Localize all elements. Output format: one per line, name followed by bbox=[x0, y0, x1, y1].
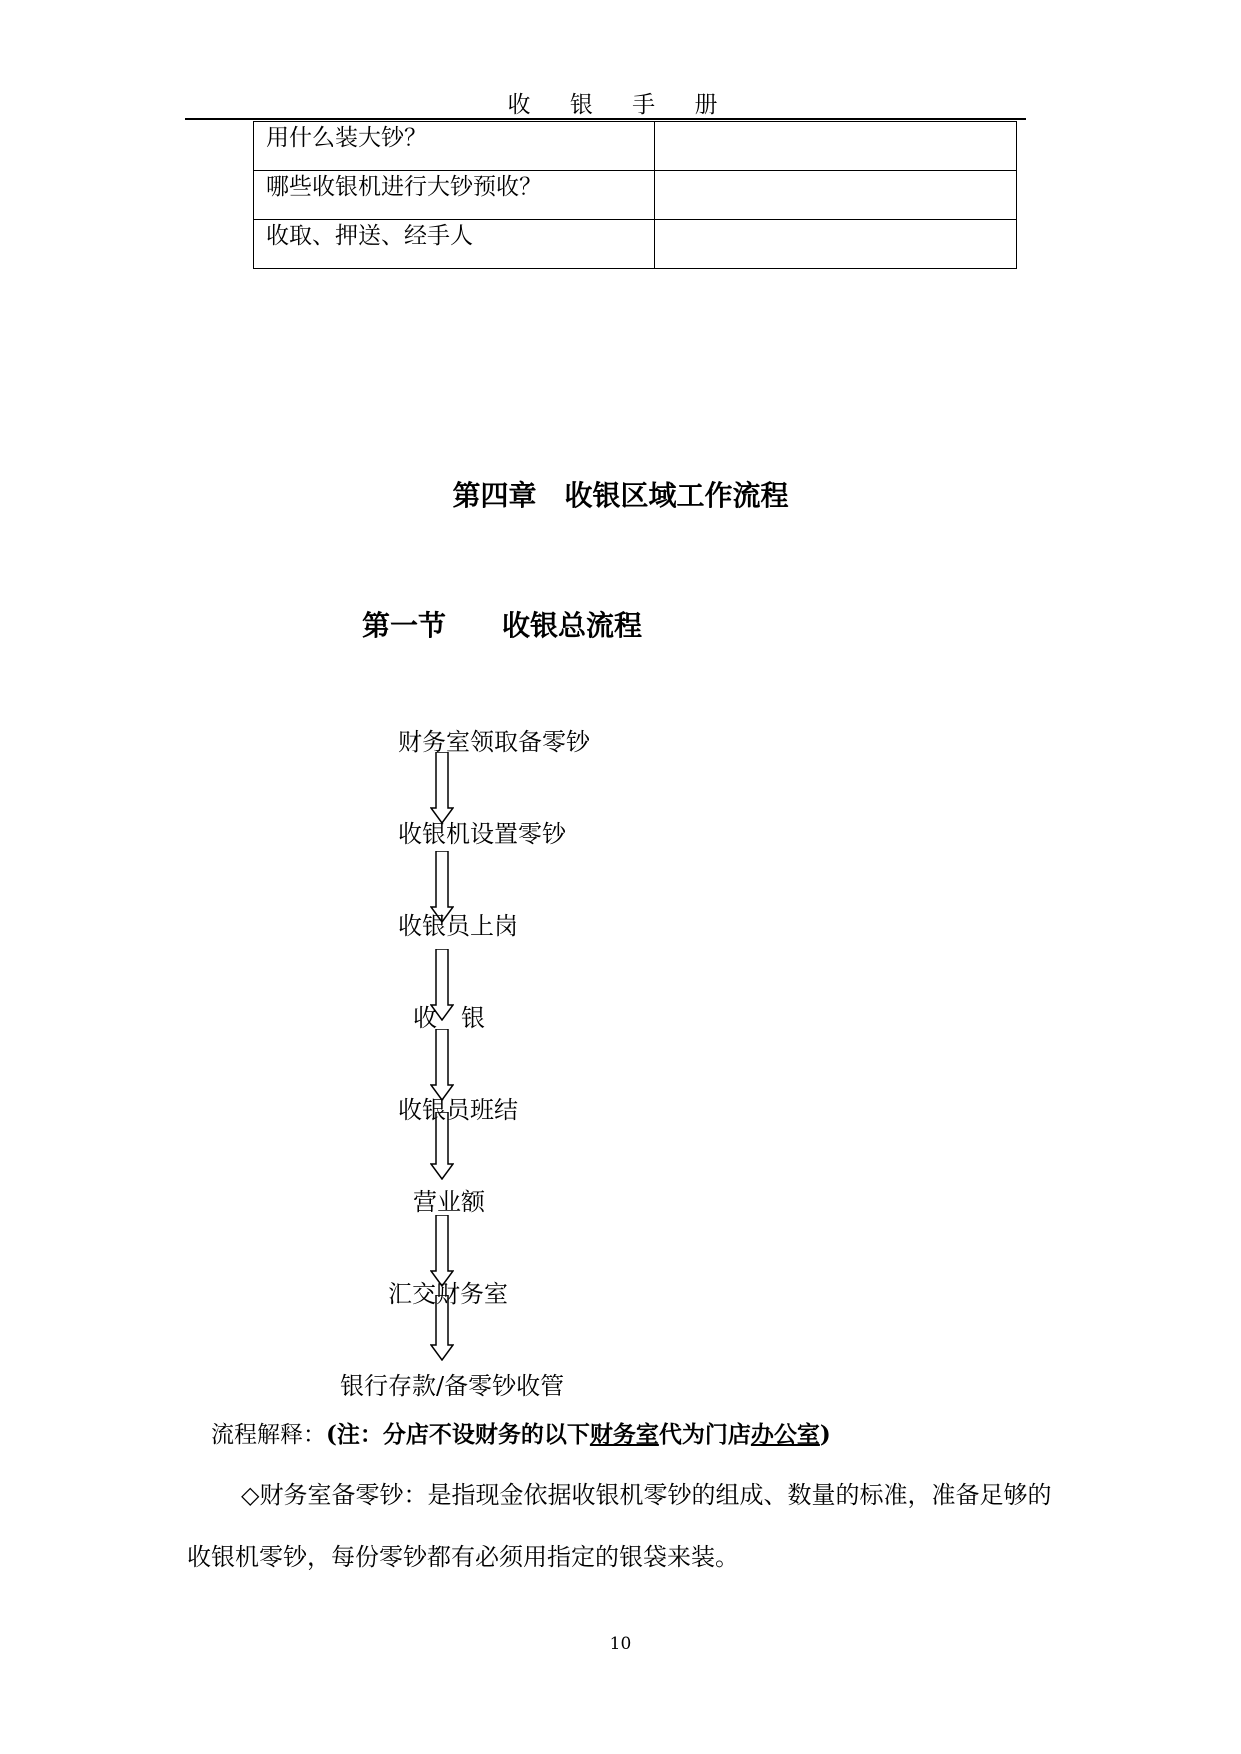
table-cell-answer bbox=[654, 122, 1016, 171]
flow-step: 收 银 bbox=[413, 1004, 485, 1032]
table-cell-answer bbox=[654, 220, 1016, 269]
note-text: 代为门店 bbox=[658, 1421, 751, 1448]
flow-step: 收银机设置零钞 bbox=[398, 820, 566, 848]
header-title: 收 银 手 册 bbox=[507, 92, 734, 118]
flow-explanation bbox=[211, 1416, 831, 1449]
down-arrow-icon bbox=[430, 1112, 454, 1180]
table-cell-answer bbox=[654, 171, 1016, 220]
flow-step: 营业额 bbox=[413, 1188, 485, 1216]
header-rule bbox=[185, 118, 1026, 120]
flow-step: 收银员班结 bbox=[398, 1096, 518, 1124]
flow-step: 汇交财务室 bbox=[388, 1280, 508, 1308]
table-row bbox=[254, 220, 1017, 269]
note-underlined-term: 财务室 bbox=[589, 1421, 659, 1448]
down-arrow-icon bbox=[430, 1295, 454, 1361]
flow-step: 收银员上岗 bbox=[398, 912, 518, 940]
flow-step: 财务室领取备零钞 bbox=[398, 728, 590, 756]
explanation-label: 流程解释： bbox=[211, 1422, 326, 1448]
table-cell-question: 收取、押送、经手人 bbox=[254, 220, 655, 269]
chapter-title: 第四章 收银区域工作流程 bbox=[452, 479, 789, 512]
page-number: 10 bbox=[609, 1634, 632, 1654]
note-text: (注：分店不设财务的以下 bbox=[326, 1421, 590, 1448]
table-row bbox=[254, 122, 1017, 171]
checklist-table bbox=[253, 121, 1017, 269]
table-cell-question: 用什么装大钞？ bbox=[254, 122, 655, 171]
section-title: 第一节 收银总流程 bbox=[362, 609, 643, 642]
note-underlined-term: 办公室 bbox=[750, 1421, 820, 1448]
flow-step: 银行存款/备零钞收管 bbox=[340, 1372, 565, 1400]
table-cell-question: 哪些收银机进行大钞预收？ bbox=[254, 171, 655, 220]
explanation-note bbox=[326, 1421, 831, 1448]
note-text: ) bbox=[819, 1421, 831, 1448]
table-row bbox=[254, 171, 1017, 220]
body-paragraph: ◇财务室备零钞：是指现金依据收银机零钞的组成、数量的标准，准备足够的收银机零钞，每份零钞都有必须用指定的银袋来装。 bbox=[187, 1481, 1052, 1571]
